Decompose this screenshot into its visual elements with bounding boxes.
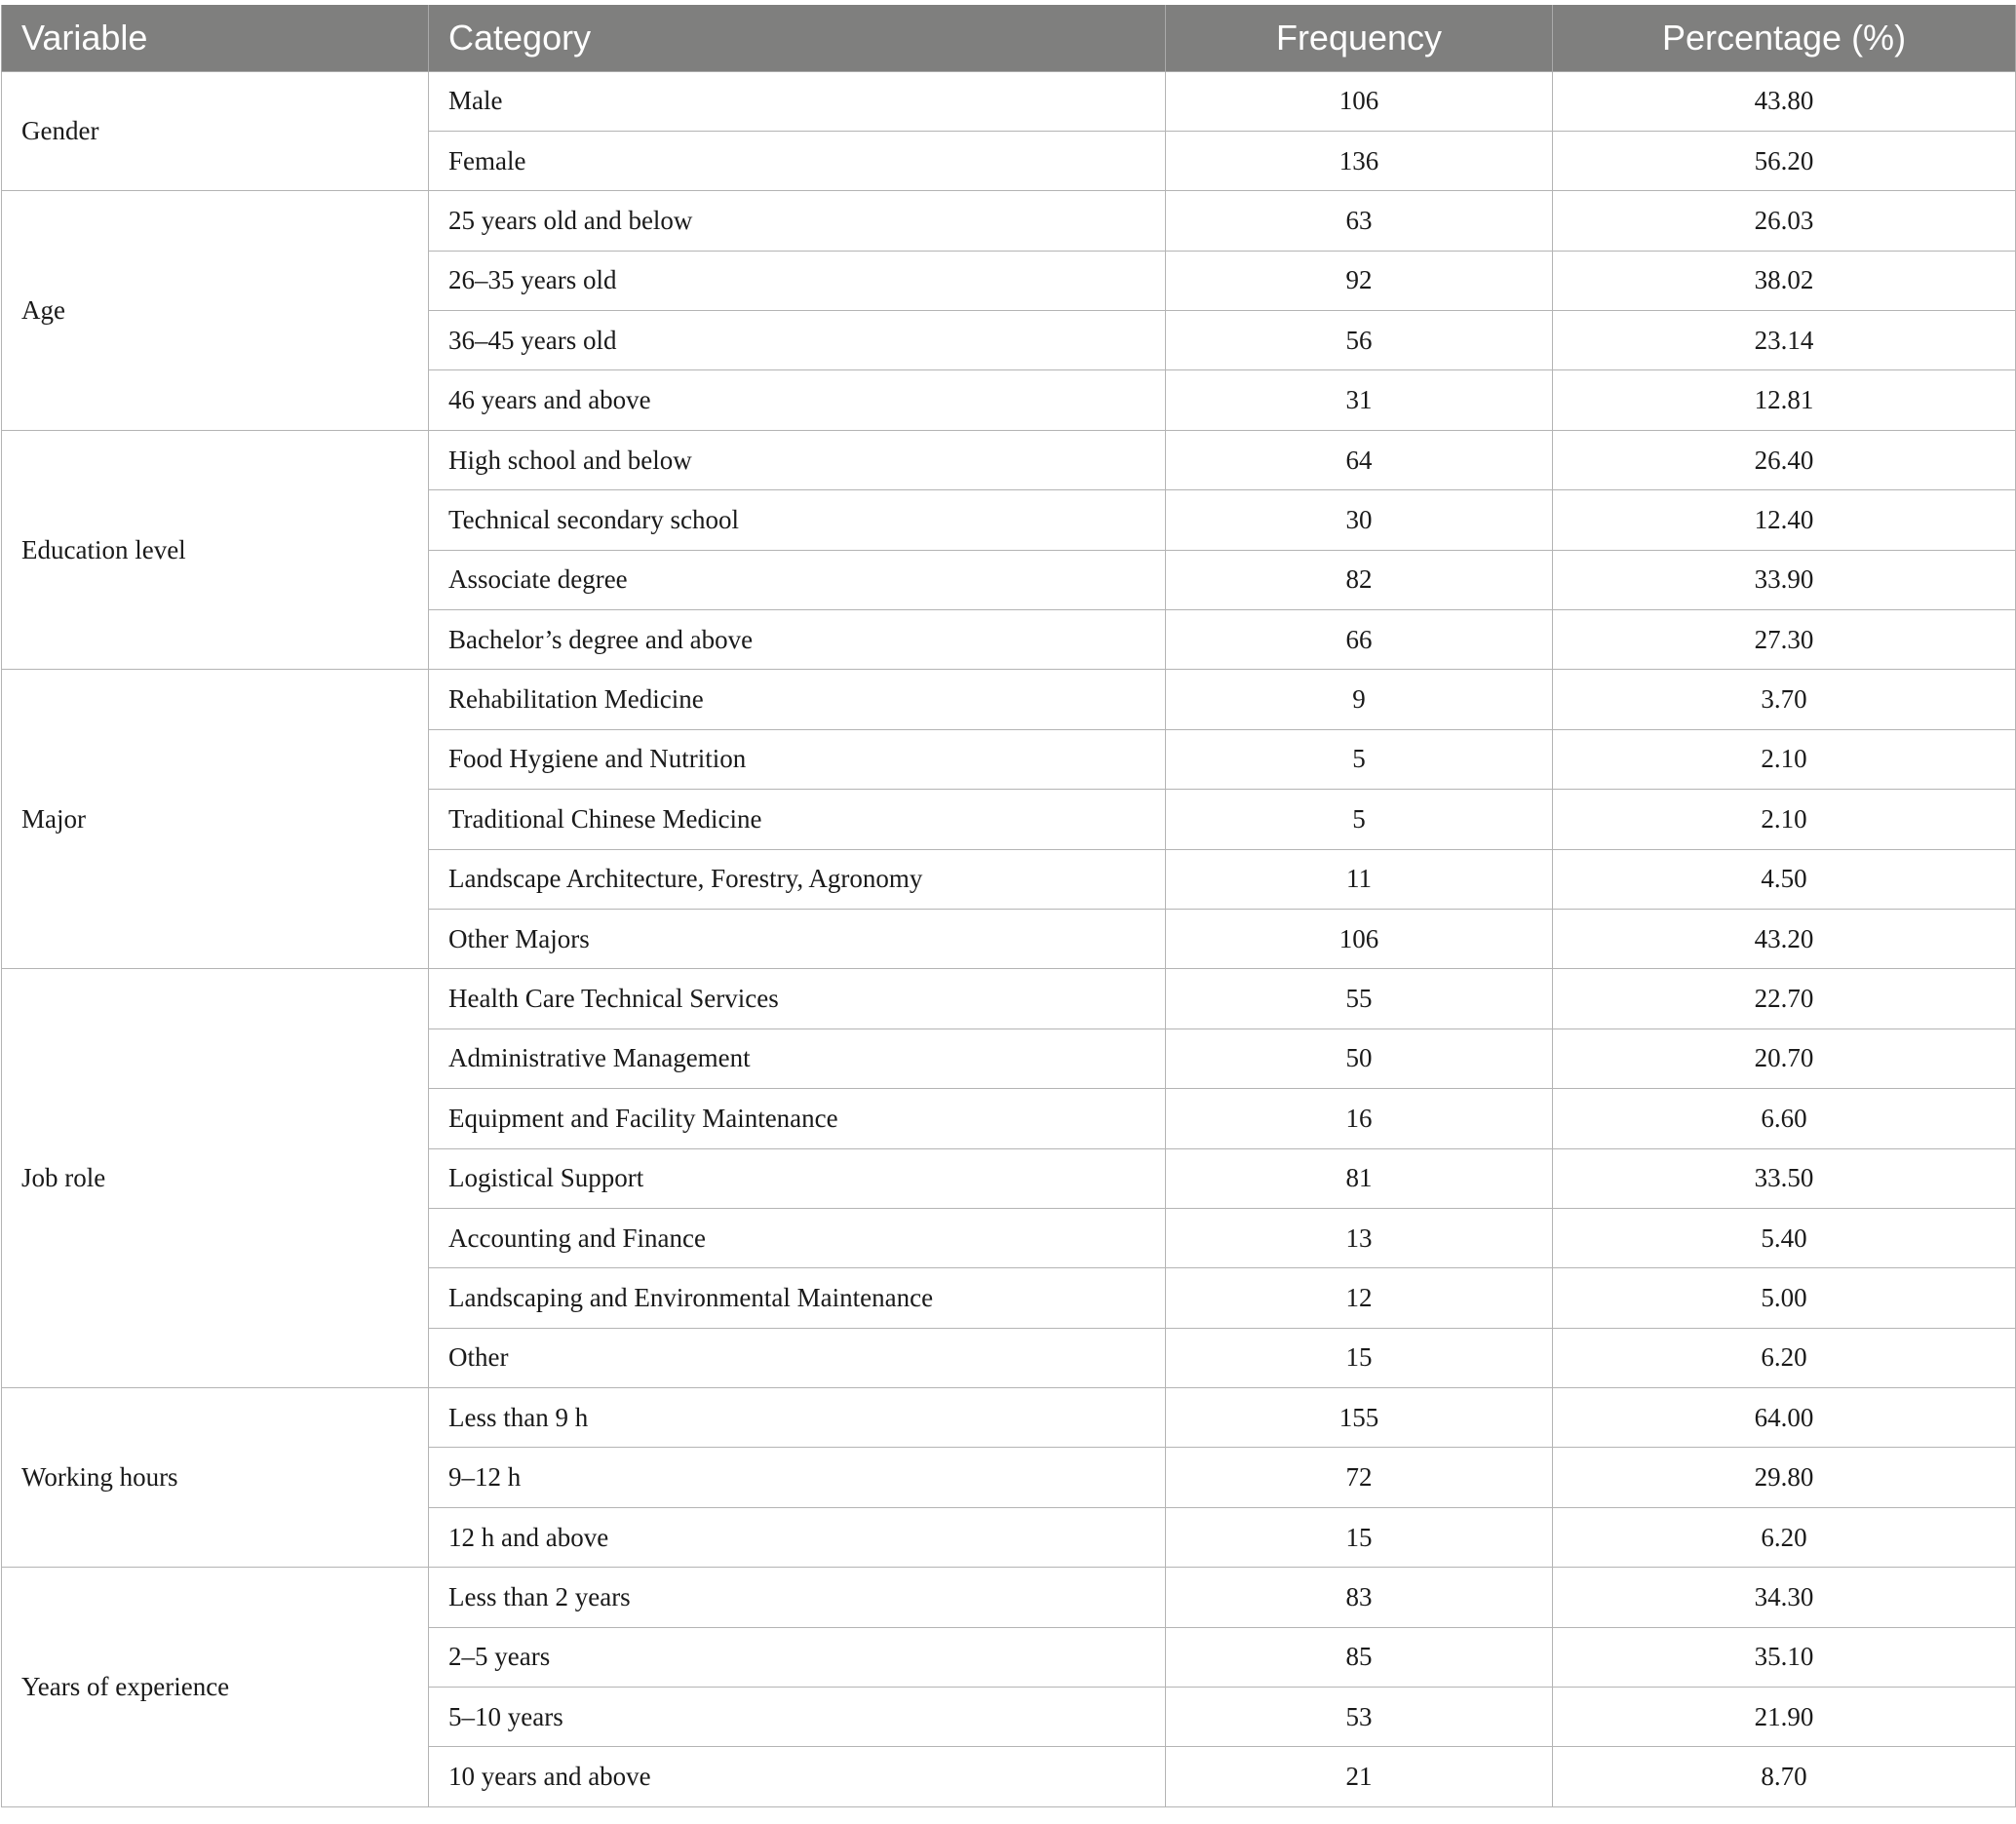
frequency-cell: 92 [1166,251,1553,310]
category-cell: Food Hygiene and Nutrition [429,729,1166,789]
category-cell: Technical secondary school [429,490,1166,550]
variable-cell: Age [2,191,429,431]
percentage-cell: 43.20 [1553,909,2016,968]
category-cell: 5–10 years [429,1688,1166,1747]
variable-cell: Education level [2,430,429,670]
frequency-cell: 30 [1166,490,1553,550]
frequency-cell: 55 [1166,969,1553,1028]
percentage-cell: 26.03 [1553,191,2016,251]
percentage-cell: 21.90 [1553,1688,2016,1747]
category-cell: 25 years old and below [429,191,1166,251]
variable-cell: Gender [2,71,429,191]
percentage-cell: 29.80 [1553,1448,2016,1507]
frequency-cell: 12 [1166,1268,1553,1328]
frequency-cell: 64 [1166,430,1553,489]
frequency-cell: 13 [1166,1208,1553,1267]
header-variable: Variable [2,5,429,71]
frequency-cell: 136 [1166,131,1553,190]
frequency-cell: 5 [1166,729,1553,789]
frequency-cell: 31 [1166,370,1553,430]
percentage-cell: 23.14 [1553,311,2016,370]
frequency-cell: 72 [1166,1448,1553,1507]
percentage-cell: 5.40 [1553,1208,2016,1267]
header-frequency: Frequency [1166,5,1553,71]
frequency-cell: 82 [1166,550,1553,609]
percentage-cell: 2.10 [1553,790,2016,849]
category-cell: Less than 2 years [429,1568,1166,1627]
frequency-cell: 5 [1166,790,1553,849]
category-cell: Traditional Chinese Medicine [429,790,1166,849]
frequency-cell: 66 [1166,610,1553,670]
table-body [2,71,2016,1806]
frequency-cell: 85 [1166,1627,1553,1687]
percentage-cell: 6.20 [1553,1328,2016,1387]
variable-cell: Major [2,670,429,969]
frequency-cell: 50 [1166,1028,1553,1088]
frequency-cell: 106 [1166,71,1553,131]
category-cell: 36–45 years old [429,311,1166,370]
category-cell: 2–5 years [429,1627,1166,1687]
percentage-cell: 26.40 [1553,430,2016,489]
percentage-cell: 6.20 [1553,1507,2016,1567]
frequency-cell: 155 [1166,1388,1553,1448]
variable-cell: Years of experience [2,1568,429,1807]
table-header [2,5,2016,71]
percentage-cell: 2.10 [1553,729,2016,789]
header-percentage: Percentage (%) [1553,5,2016,71]
frequency-cell: 56 [1166,311,1553,370]
category-cell: 26–35 years old [429,251,1166,310]
table-row [2,1568,2016,1627]
category-cell: Other Majors [429,909,1166,968]
percentage-cell: 33.50 [1553,1148,2016,1208]
category-cell: Bachelor’s degree and above [429,610,1166,670]
percentage-cell: 35.10 [1553,1627,2016,1687]
table-row [2,71,2016,131]
category-cell: Landscape Architecture, Forestry, Agronomy [429,849,1166,909]
frequency-cell: 16 [1166,1089,1553,1148]
percentage-cell: 12.40 [1553,490,2016,550]
percentage-cell: 64.00 [1553,1388,2016,1448]
variable-cell: Job role [2,969,429,1388]
percentage-cell: 33.90 [1553,550,2016,609]
table-row [2,1388,2016,1448]
category-cell: Rehabilitation Medicine [429,670,1166,729]
table-row [2,430,2016,489]
category-cell: High school and below [429,430,1166,489]
category-cell: Male [429,71,1166,131]
category-cell: Associate degree [429,550,1166,609]
percentage-cell: 38.02 [1553,251,2016,310]
header-row [2,5,2016,71]
category-cell: 46 years and above [429,370,1166,430]
frequency-cell: 9 [1166,670,1553,729]
category-cell: 9–12 h [429,1448,1166,1507]
frequency-cell: 106 [1166,909,1553,968]
percentage-cell: 3.70 [1553,670,2016,729]
percentage-cell: 4.50 [1553,849,2016,909]
table-row [2,969,2016,1028]
category-cell: Landscaping and Environmental Maintenance [429,1268,1166,1328]
frequency-cell: 11 [1166,849,1553,909]
category-cell: Other [429,1328,1166,1387]
demographics-table [1,5,2016,1807]
percentage-cell: 22.70 [1553,969,2016,1028]
frequency-cell: 53 [1166,1688,1553,1747]
category-cell: 10 years and above [429,1747,1166,1806]
category-cell: Less than 9 h [429,1388,1166,1448]
percentage-cell: 5.00 [1553,1268,2016,1328]
category-cell: 12 h and above [429,1507,1166,1567]
frequency-cell: 21 [1166,1747,1553,1806]
percentage-cell: 43.80 [1553,71,2016,131]
category-cell: Administrative Management [429,1028,1166,1088]
category-cell: Equipment and Facility Maintenance [429,1089,1166,1148]
table-row [2,191,2016,251]
category-cell: Logistical Support [429,1148,1166,1208]
category-cell: Female [429,131,1166,190]
category-cell: Health Care Technical Services [429,969,1166,1028]
percentage-cell: 8.70 [1553,1747,2016,1806]
frequency-cell: 15 [1166,1507,1553,1567]
percentage-cell: 6.60 [1553,1089,2016,1148]
frequency-cell: 83 [1166,1568,1553,1627]
percentage-cell: 20.70 [1553,1028,2016,1088]
percentage-cell: 56.20 [1553,131,2016,190]
frequency-cell: 81 [1166,1148,1553,1208]
table-row [2,670,2016,729]
frequency-cell: 63 [1166,191,1553,251]
percentage-cell: 34.30 [1553,1568,2016,1627]
header-category: Category [429,5,1166,71]
percentage-cell: 27.30 [1553,610,2016,670]
percentage-cell: 12.81 [1553,370,2016,430]
category-cell: Accounting and Finance [429,1208,1166,1267]
frequency-cell: 15 [1166,1328,1553,1387]
variable-cell: Working hours [2,1388,429,1568]
